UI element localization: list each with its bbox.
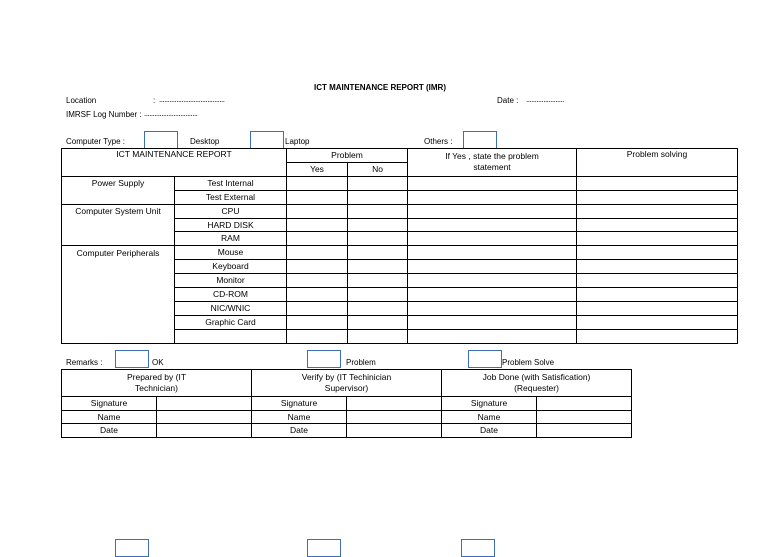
location-field[interactable]: ......................................	[159, 95, 225, 104]
no-cell[interactable]	[348, 204, 408, 218]
header-problem-solving: Problem solving	[577, 149, 738, 177]
header-problem-statement: If Yes , state the problem statement	[408, 149, 577, 177]
table-row	[62, 190, 738, 204]
table-row	[62, 329, 738, 343]
solving-cell[interactable]	[577, 260, 738, 274]
statement-cell[interactable]	[408, 246, 577, 260]
item-test-internal: Test Internal	[175, 176, 287, 190]
solving-cell[interactable]	[577, 204, 738, 218]
problem-checkbox[interactable]	[307, 350, 341, 368]
item-monitor: Monitor	[175, 274, 287, 288]
table-row	[62, 410, 632, 424]
statement-cell[interactable]	[408, 315, 577, 329]
item-blank[interactable]	[175, 329, 287, 343]
log-number-label: IMRSF Log Number :	[66, 110, 142, 119]
table-row	[62, 246, 738, 260]
table-row	[62, 397, 632, 411]
statement-cell[interactable]	[408, 274, 577, 288]
ok-label: OK	[152, 358, 164, 367]
solving-cell[interactable]	[577, 315, 738, 329]
no-cell[interactable]	[348, 218, 408, 232]
yes-cell[interactable]	[287, 232, 348, 246]
yes-cell[interactable]	[287, 274, 348, 288]
statement-cell[interactable]	[408, 301, 577, 315]
signature-label: Signature	[442, 397, 537, 411]
no-cell[interactable]	[348, 190, 408, 204]
job-done-header: Job Done (with Satisfication) (Requester)	[442, 370, 632, 397]
verify-by-header: Verify by (IT Techinician Supervisor)	[252, 370, 442, 397]
bottom-checkbox-1[interactable]	[115, 539, 149, 557]
requester-date-cell[interactable]	[537, 424, 632, 438]
date-label: Date :	[497, 96, 519, 105]
no-cell[interactable]	[348, 301, 408, 315]
statement-cell[interactable]	[408, 288, 577, 302]
signature-label: Signature	[252, 397, 347, 411]
statement-cell[interactable]	[408, 176, 577, 190]
no-cell[interactable]	[348, 274, 408, 288]
solving-cell[interactable]	[577, 246, 738, 260]
item-nic-wnic: NIC/WNIC	[175, 301, 287, 315]
name-label: Name	[252, 410, 347, 424]
yes-cell[interactable]	[287, 204, 348, 218]
no-cell[interactable]	[348, 288, 408, 302]
header-yes: Yes	[287, 162, 348, 176]
others-checkbox[interactable]	[463, 131, 497, 149]
maintenance-table	[61, 148, 738, 344]
no-cell[interactable]	[348, 260, 408, 274]
prepared-by-header: Prepared by (IT Technician)	[62, 370, 252, 397]
no-cell[interactable]	[348, 246, 408, 260]
solving-cell[interactable]	[577, 329, 738, 343]
no-cell[interactable]	[348, 329, 408, 343]
solving-cell[interactable]	[577, 301, 738, 315]
item-hard-disk: HARD DISK	[175, 218, 287, 232]
date-row-label: Date	[62, 424, 157, 438]
ok-checkbox[interactable]	[115, 350, 149, 368]
signature-table	[61, 369, 632, 438]
header-no: No	[348, 162, 408, 176]
solving-cell[interactable]	[577, 218, 738, 232]
yes-cell[interactable]	[287, 315, 348, 329]
technician-date-cell[interactable]	[157, 424, 252, 438]
yes-cell[interactable]	[287, 246, 348, 260]
solving-cell[interactable]	[577, 176, 738, 190]
item-graphic-card: Graphic Card	[175, 315, 287, 329]
item-ram: RAM	[175, 232, 287, 246]
statement-cell[interactable]	[408, 190, 577, 204]
table-row	[62, 315, 738, 329]
statement-cell[interactable]	[408, 218, 577, 232]
table-row	[62, 232, 738, 246]
desktop-checkbox[interactable]	[144, 131, 178, 149]
solving-cell[interactable]	[577, 232, 738, 246]
yes-cell[interactable]	[287, 260, 348, 274]
item-cd-rom: CD-ROM	[175, 288, 287, 302]
table-row	[62, 301, 738, 315]
name-label: Name	[62, 410, 157, 424]
no-cell[interactable]	[348, 315, 408, 329]
item-mouse: Mouse	[175, 246, 287, 260]
statement-cell[interactable]	[408, 329, 577, 343]
statement-cell[interactable]	[408, 260, 577, 274]
bottom-checkbox-3[interactable]	[461, 539, 495, 557]
requester-name-cell[interactable]	[537, 410, 632, 424]
solving-cell[interactable]	[577, 288, 738, 302]
yes-cell[interactable]	[287, 301, 348, 315]
no-cell[interactable]	[348, 232, 408, 246]
computer-type-label: Computer Type :	[66, 137, 125, 146]
location-label: Location	[66, 96, 97, 105]
supervisor-date-cell[interactable]	[347, 424, 442, 438]
bottom-checkbox-2[interactable]	[307, 539, 341, 557]
table-row	[62, 274, 738, 288]
yes-cell[interactable]	[287, 218, 348, 232]
date-row-label: Date	[442, 424, 537, 438]
no-cell[interactable]	[348, 176, 408, 190]
group-computer-peripherals: Computer Peripherals	[62, 246, 175, 260]
statement-cell[interactable]	[408, 232, 577, 246]
solving-cell[interactable]	[577, 274, 738, 288]
laptop-checkbox[interactable]	[250, 131, 284, 149]
yes-cell[interactable]	[287, 288, 348, 302]
table-row	[62, 424, 632, 438]
date-row-label: Date	[252, 424, 347, 438]
table-row	[62, 176, 738, 190]
table-row	[62, 260, 738, 274]
supervisor-signature-cell[interactable]	[347, 397, 442, 411]
location-colon: :	[153, 96, 156, 105]
item-test-external: Test External	[175, 190, 287, 204]
yes-cell[interactable]	[287, 329, 348, 343]
group-power-supply: Power Supply	[62, 176, 175, 190]
technician-name-cell[interactable]	[157, 410, 252, 424]
group-computer-system-unit: Computer System Unit	[62, 204, 175, 218]
yes-cell[interactable]	[287, 176, 348, 190]
requester-signature-cell[interactable]	[537, 397, 632, 411]
header-problem: Problem	[287, 149, 408, 163]
statement-cell[interactable]	[408, 204, 577, 218]
technician-signature-cell[interactable]	[157, 397, 252, 411]
log-number-field[interactable]: ...............................	[144, 109, 198, 118]
date-field[interactable]: ......................	[526, 95, 564, 104]
table-row	[62, 204, 738, 218]
remarks-label: Remarks :	[66, 358, 103, 367]
signature-label: Signature	[62, 397, 157, 411]
others-label: Others :	[424, 137, 453, 146]
item-cpu: CPU	[175, 204, 287, 218]
name-label: Name	[442, 410, 537, 424]
item-keyboard: Keyboard	[175, 260, 287, 274]
laptop-label: Laptop	[285, 137, 310, 146]
table-row	[62, 288, 738, 302]
problem-label: Problem	[346, 358, 376, 367]
yes-cell[interactable]	[287, 190, 348, 204]
supervisor-name-cell[interactable]	[347, 410, 442, 424]
desktop-label: Desktop	[190, 137, 220, 146]
report-title: ICT MAINTENANCE REPORT (IMR)	[314, 83, 446, 92]
problem-solve-checkbox[interactable]	[468, 350, 502, 368]
header-ict-maintenance-report: ICT MAINTENANCE REPORT	[62, 149, 287, 177]
table-row	[62, 218, 738, 232]
solving-cell[interactable]	[577, 190, 738, 204]
problem-solve-label: Problem Solve	[502, 358, 555, 367]
